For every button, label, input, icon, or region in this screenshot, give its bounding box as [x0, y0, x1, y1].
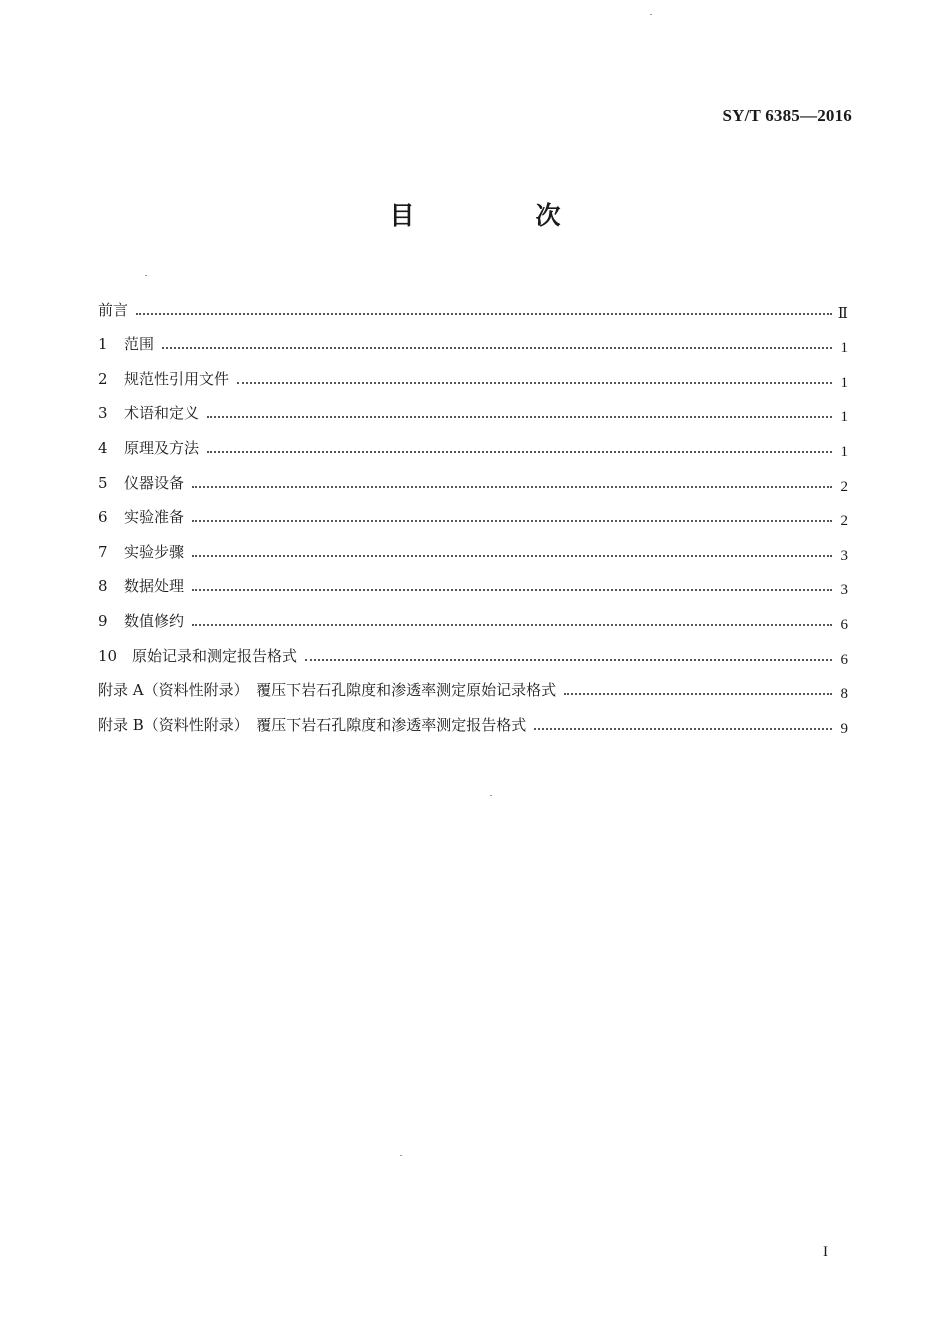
toc-entry-label: 范围 [124, 335, 155, 354]
toc-entry-number: 10 [98, 646, 118, 665]
toc-entry-number: 5 [98, 473, 108, 492]
toc-entry-4[interactable] [98, 423, 848, 458]
toc-entry-label: 附录 A（资料性附录） 覆压下岩石孔隙度和渗透率测定原始记录格式 [98, 681, 557, 700]
toc-entry-page: 3 [840, 547, 848, 564]
toc-entry-page: Ⅱ [837, 305, 848, 322]
page-number: I [823, 1244, 828, 1260]
toc-leader [136, 312, 832, 315]
toc-entry-number: 7 [98, 542, 108, 561]
toc-entry-9[interactable] [98, 596, 848, 631]
toc-entry-page: 9 [840, 720, 848, 737]
toc-entry-page: 2 [840, 478, 848, 495]
toc-entry-foreword[interactable] [98, 285, 848, 320]
toc-entry-3[interactable] [98, 389, 848, 424]
toc-leader [192, 485, 832, 488]
toc-entry-label: 规范性引用文件 [124, 369, 230, 388]
page-title: 目 次 [389, 201, 609, 230]
toc-entry-label: 前言 [98, 300, 129, 319]
toc-leader [237, 381, 832, 384]
toc-entry-7[interactable] [98, 527, 848, 562]
toc-entry-label: 数据处理 [124, 577, 185, 596]
toc-entry-appendix-b[interactable] [98, 700, 848, 735]
toc-entry-page: 1 [840, 443, 848, 460]
toc-entry-number: 6 [98, 508, 108, 527]
toc-entry-label: 实验步骤 [124, 542, 185, 561]
toc-leader [192, 519, 832, 522]
toc-entry-label: 附录 B（资料性附录） 覆压下岩石孔隙度和渗透率测定报告格式 [98, 715, 527, 734]
toc-entry-number: 4 [98, 438, 108, 457]
toc-entry-page: 1 [840, 374, 848, 391]
toc-entry-label: 原理及方法 [124, 438, 200, 457]
toc-leader [207, 415, 832, 418]
toc-entry-label: 数值修约 [124, 611, 185, 630]
toc-entry-page: 2 [840, 513, 848, 530]
toc-entry-number: 9 [98, 611, 108, 630]
toc-entry-2[interactable] [98, 354, 848, 389]
toc-leader [192, 623, 832, 626]
table-of-contents [98, 285, 848, 735]
toc-leader [534, 727, 832, 730]
toc-entry-10[interactable] [98, 631, 848, 666]
standard-code: SY/T 6385—2016 [722, 106, 852, 125]
toc-entry-8[interactable] [98, 562, 848, 597]
toc-entry-6[interactable] [98, 493, 848, 528]
toc-entry-page: 6 [840, 616, 848, 633]
toc-entry-page: 3 [840, 582, 848, 599]
toc-leader [162, 346, 832, 349]
toc-leader [207, 450, 832, 453]
toc-entry-appendix-a[interactable] [98, 666, 848, 701]
toc-entry-label: 实验准备 [124, 508, 185, 527]
toc-entry-page: 6 [840, 651, 848, 668]
toc-entry-number: 8 [98, 577, 108, 596]
toc-leader [564, 692, 832, 695]
toc-entry-number: 3 [98, 404, 108, 423]
toc-entry-1[interactable] [98, 320, 848, 355]
toc-entry-page: 1 [840, 409, 848, 426]
toc-entry-label: 原始记录和测定报告格式 [132, 646, 298, 665]
scan-speck [490, 795, 492, 796]
toc-leader [192, 554, 832, 557]
toc-entry-number: 1 [98, 335, 108, 354]
toc-entry-page: 1 [840, 340, 848, 357]
toc-entry-number: 2 [98, 369, 108, 388]
scan-speck [400, 1155, 402, 1156]
scan-speck [145, 275, 147, 276]
toc-leader [192, 588, 832, 591]
toc-entry-page: 8 [840, 686, 848, 703]
toc-entry-5[interactable] [98, 458, 848, 493]
toc-entry-label: 术语和定义 [124, 404, 200, 423]
toc-entry-label: 仪器设备 [124, 473, 185, 492]
scan-speck [650, 14, 652, 15]
toc-leader [305, 658, 832, 661]
